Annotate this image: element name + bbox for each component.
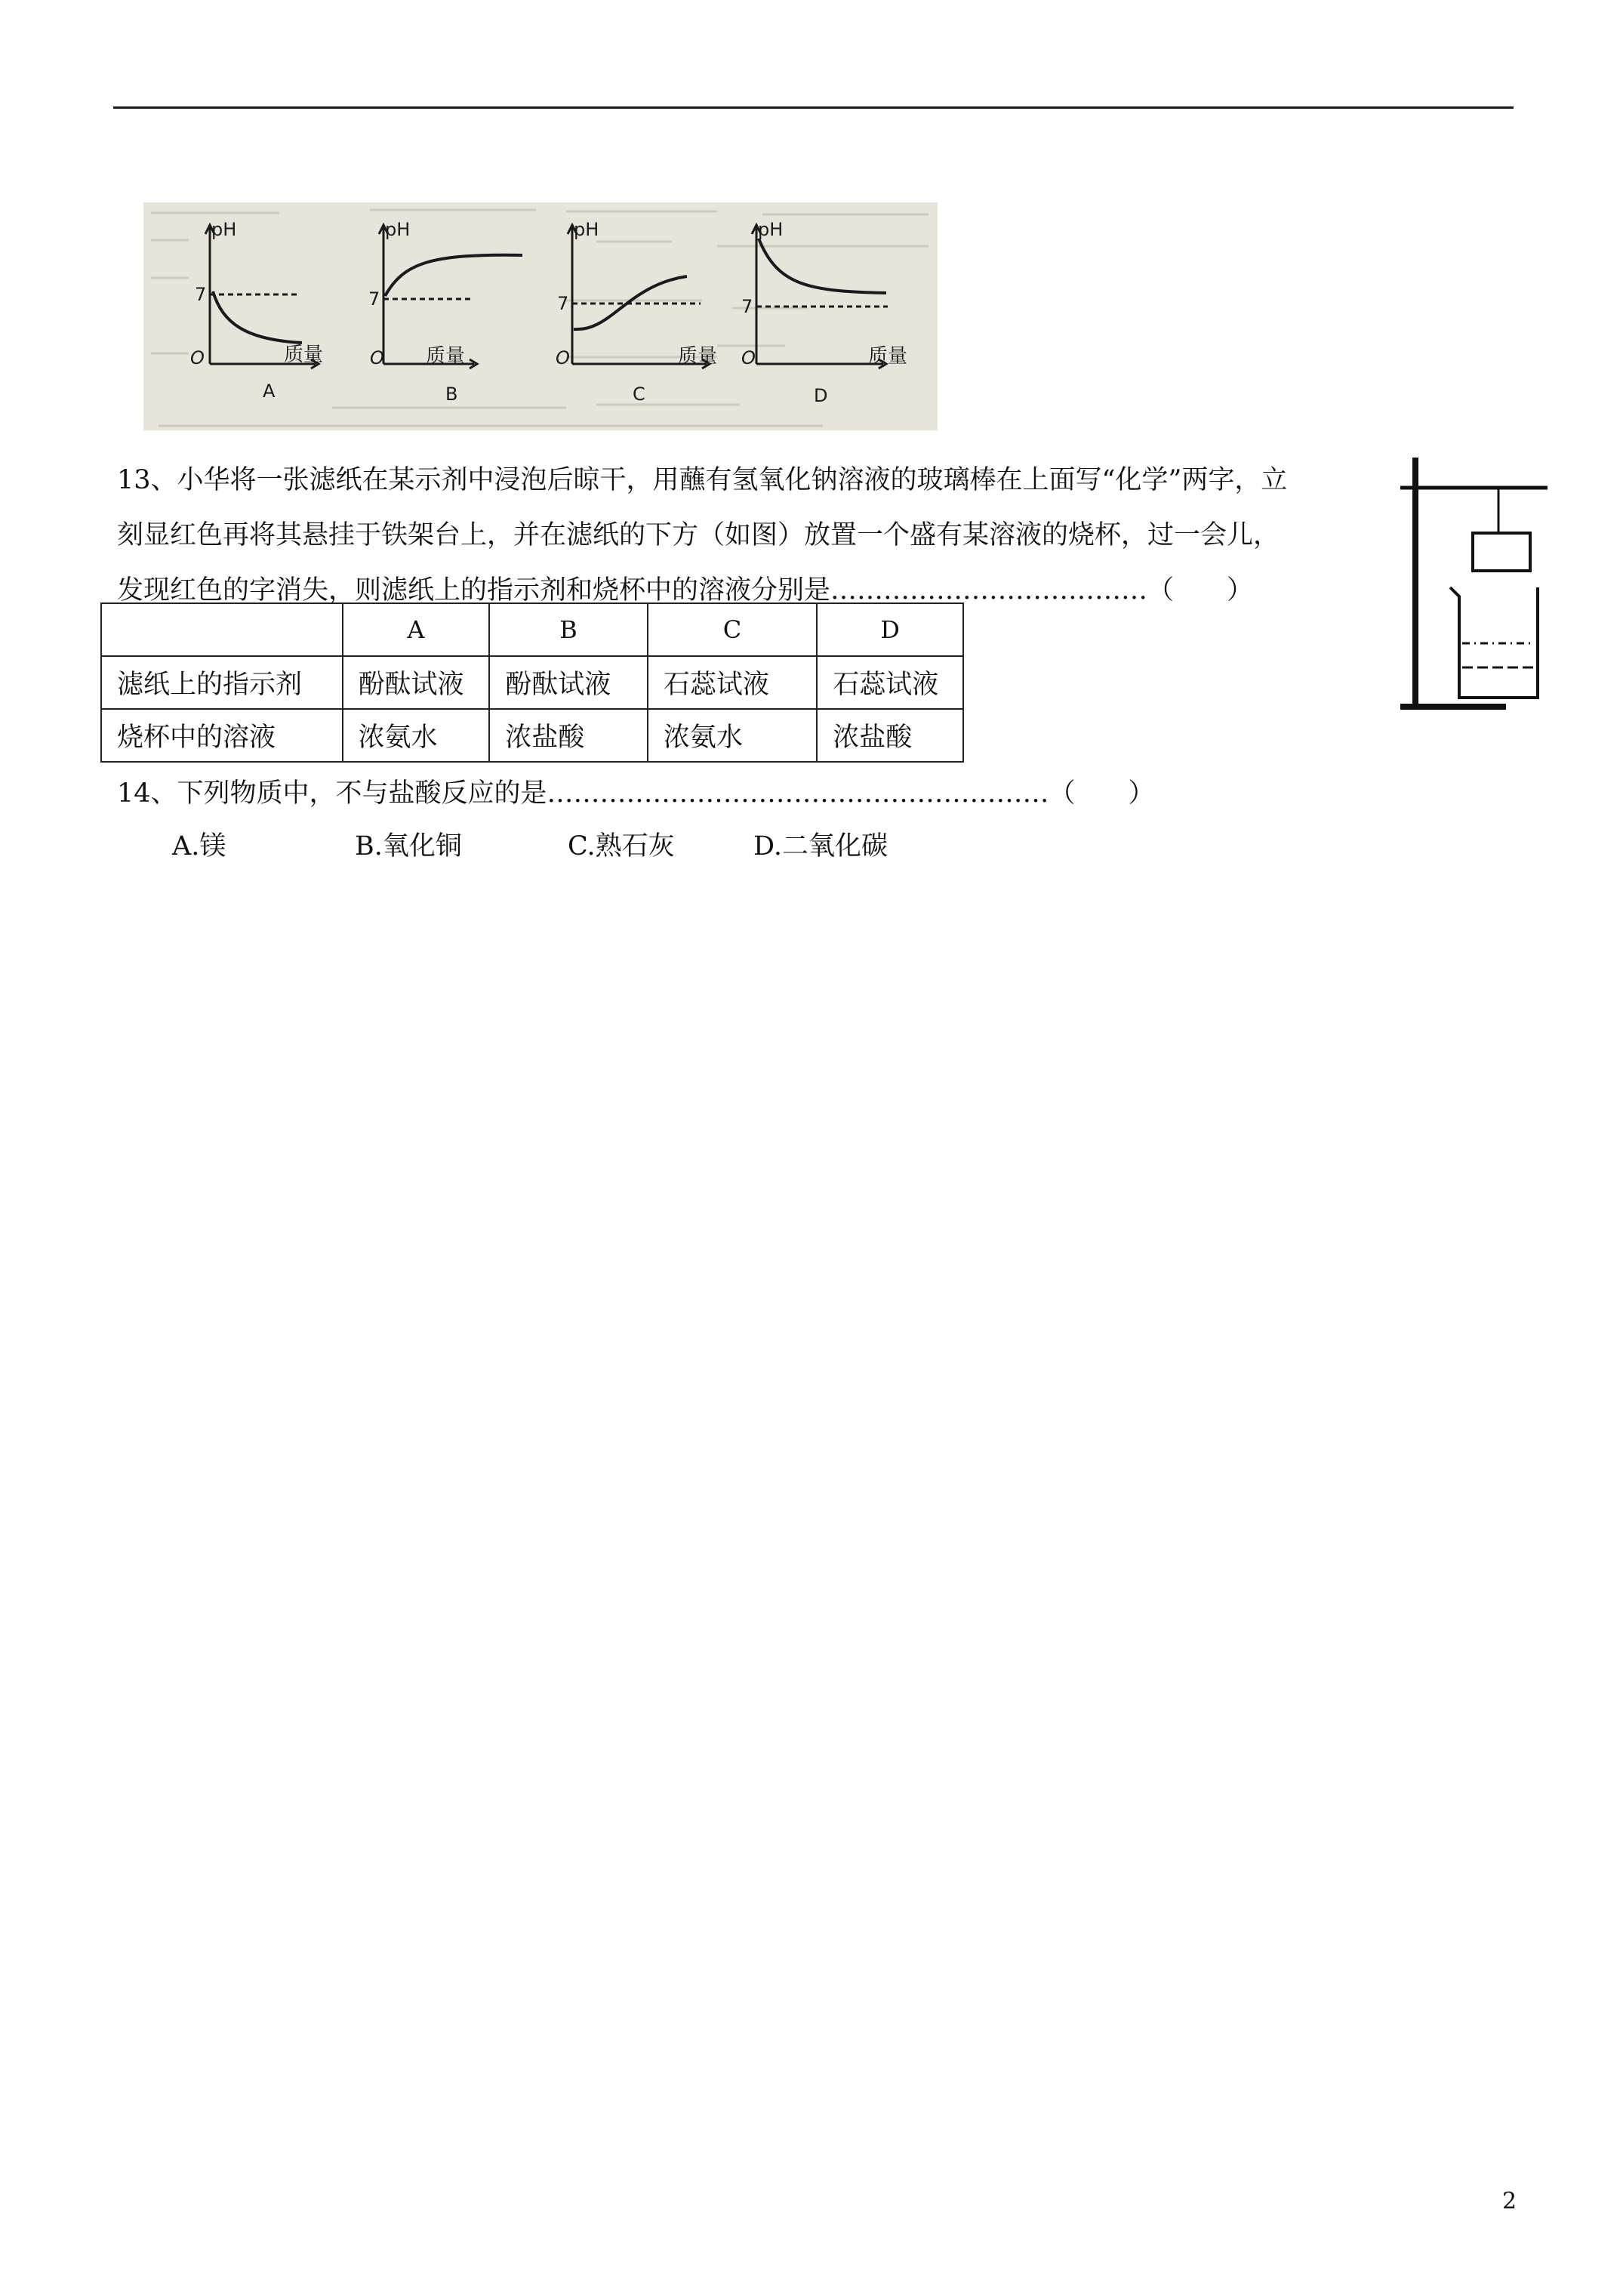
mass-label-d: 质量 [868,345,908,368]
ph7-d: 7 [741,296,753,317]
origin-c: O [556,347,570,368]
option-d: D.二氧化碳 [753,831,888,861]
question-13 [117,453,1385,618]
table-cell: 酚酞试液 [343,656,490,709]
origin-a: O [190,347,205,368]
table-cell: 酚酞试液 [489,656,648,709]
table-cell: 浓盐酸 [817,709,963,762]
panel-letter-a: A [263,381,276,402]
ph-label-b: pH [385,219,411,240]
table-cell: 石蕊试液 [648,656,817,709]
question-13-line-1: 13、小华将一张滤纸在某示剂中浸泡后晾干，用蘸有氢氧化钠溶液的玻璃棒在上面写“化学”两字，立 [117,465,1288,495]
ph-graphs-figure [143,202,938,430]
filter-paper [1473,533,1530,571]
ph-label-a: pH [211,219,237,240]
question-13-line-3: 发现红色的字消失，则滤纸上的指示剂和烧杯中的溶液分别是………………………………（ ） [117,575,1254,606]
origin-d: O [741,347,756,368]
table-header-cell: B [489,603,648,656]
table-cell: 石蕊试液 [817,656,963,709]
table-row [101,656,963,709]
question-13-options-table [100,603,964,763]
table-cell: 滤纸上的指示剂 [101,656,343,709]
panel-letter-b: B [445,384,458,405]
table-cell: 浓氨水 [648,709,817,762]
iron-stand-diagram [1400,453,1551,725]
table-header-row [101,603,963,656]
question-14 [117,767,1155,820]
option-c: C.熟石灰 [568,831,675,861]
option-b: B.氧化铜 [355,831,462,861]
table-header-cell [101,603,343,656]
option-a: A.镁 [172,831,226,861]
ph-graphs-svg [143,202,938,430]
ph7-b: 7 [368,288,380,310]
panel-letter-c: C [633,384,645,405]
table-cell: 烧杯中的溶液 [101,709,343,762]
mass-label-a: 质量 [284,344,324,366]
ph-label-c: pH [574,219,599,240]
mass-label-c: 质量 [678,345,718,368]
table-cell: 浓盐酸 [489,709,648,762]
table-header-cell: D [817,603,963,656]
ph-label-d: pH [758,219,784,240]
table-row [101,709,963,762]
mass-label-b: 质量 [426,345,466,368]
ph7-c: 7 [557,293,569,314]
question-14-text: 14、下列物质中，不与盐酸反应的是…………………………………………………（ ） [117,778,1155,809]
panel-letter-d: D [814,385,828,406]
page-number: 2 [1502,2188,1517,2214]
origin-b: O [370,347,384,368]
table-cell: 浓氨水 [343,709,490,762]
ph7-a: 7 [195,284,207,305]
header-rule [113,106,1514,109]
table-header-cell: A [343,603,490,656]
table-header-cell: C [648,603,817,656]
question-13-line-2: 刻显红色再将其悬挂于铁架台上，并在滤纸的下方（如图）放置一个盛有某溶液的烧杯，过一会儿， [117,520,1280,550]
